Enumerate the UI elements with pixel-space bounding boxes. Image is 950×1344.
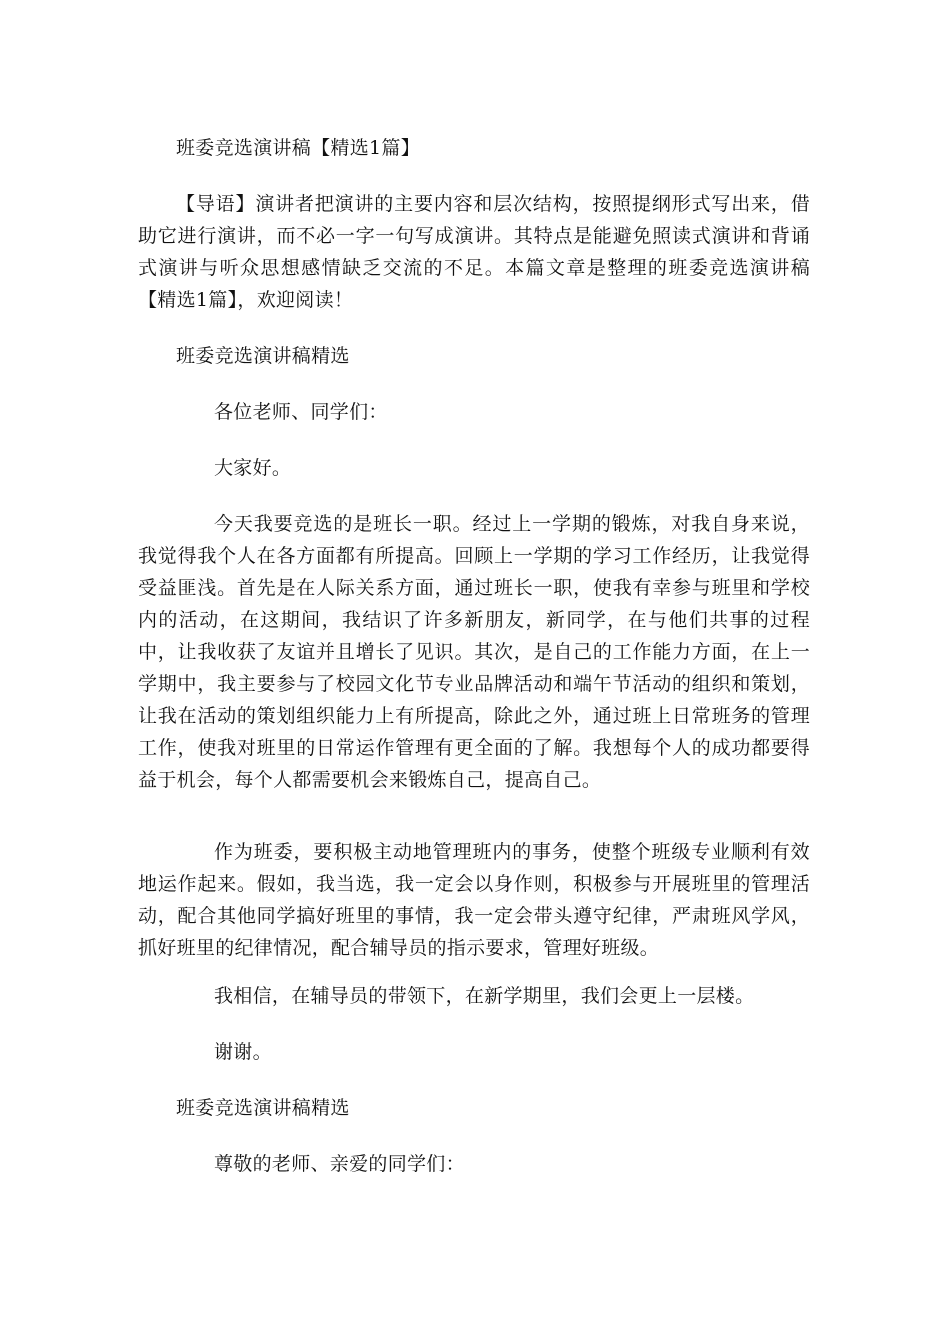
document-title: 班委竞选演讲稿【精选1篇】 xyxy=(176,137,420,159)
closing: 谢谢。 xyxy=(214,1041,272,1063)
body-paragraph: 今天我要竞选的是班长一职。经过上一学期的锻炼，对我自身来说，我觉得我个人在各方面都有所提高。回顾上一学期的学习工作经历，让我觉得受益匪浅。首先是在人际关系方面，通过班长一职，使我有幸参与班里和学校内的活动，在这期间，我结识了许多新朋友，新同学，在与他们共事的过程中，让我收获了友谊并且增长了见识。其次，是自己的工作能力方面，在上一学期中，我主要参与了校园文化节专业品牌活动和端午节活动的组织和策划，让我在活动的策划组织能力上有所提高，除此之外，通过班上日常班务的管理工作，使我对班里的日常运作管理有更全面的了解。我想每个人的成功都要得益于机会，每个人都需要机会来锻炼自己，提高自己。 xyxy=(138,513,810,791)
body-paragraph: 作为班委，要积极主动地管理班内的事务，使整个班级专业顺利有效地运作起来。假如，我当选，我一定会以身作则，积极参与开展班里的管理活动，配合其他同学搞好班里的事情，我一定会带头遵守纪律，严肃班风学风，抓好班里的纪律情况，配合辅导员的指示要求，管理好班级。 xyxy=(138,841,810,959)
salutation: 各位老师、同学们： xyxy=(214,401,388,423)
greeting: 大家好。 xyxy=(214,457,292,479)
salutation: 尊敬的老师、亲爱的同学们： xyxy=(214,1153,465,1175)
intro-paragraph: 【导语】演讲者把演讲的主要内容和层次结构，按照提纲形式写出来，借助它进行演讲，而不必一字一句写成演讲。其特点是能避免照读式演讲和背诵式演讲与听众思想感情缺乏交流的不足。本篇文章是整理的班委竞选演讲稿【精选1篇】，欢迎阅读！ xyxy=(138,193,810,311)
section-heading: 班委竞选演讲稿精选 xyxy=(176,1097,350,1119)
section-heading: 班委竞选演讲稿精选 xyxy=(176,345,350,367)
body-paragraph: 我相信，在辅导员的带领下，在新学期里，我们会更上一层楼。 xyxy=(214,985,755,1007)
